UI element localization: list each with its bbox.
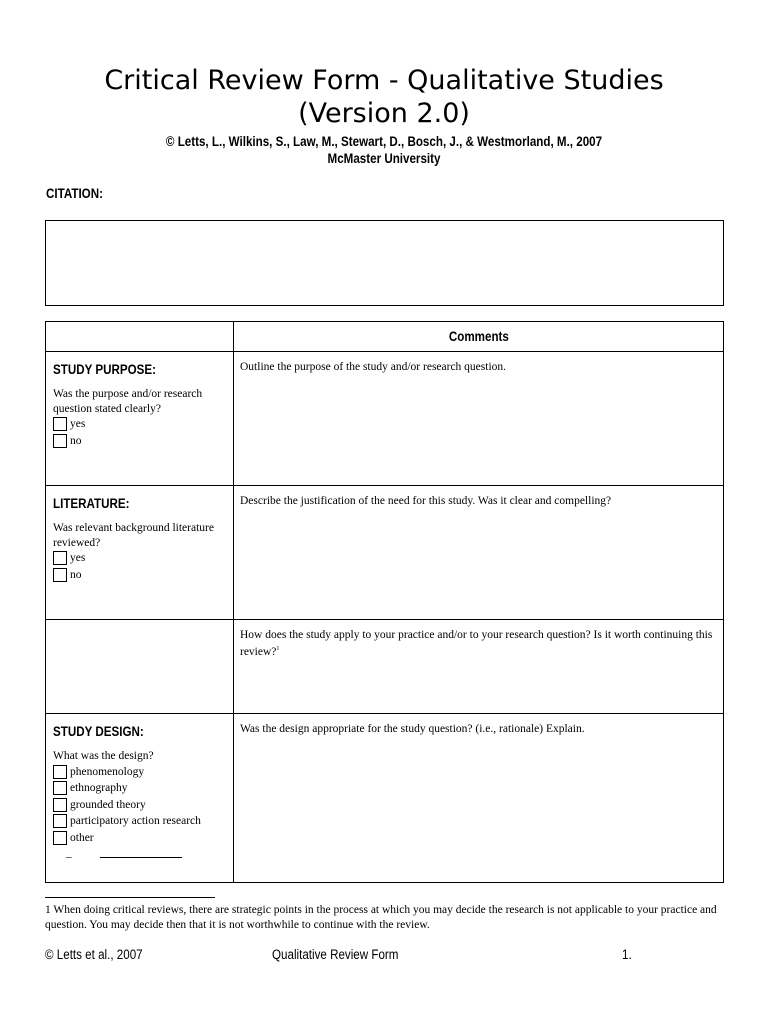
literature-question: Was relevant background literature reviewed?	[53, 522, 214, 549]
study-design-question: What was the design?	[53, 750, 154, 762]
checkbox[interactable]	[53, 417, 67, 431]
study-design-heading: STUDY DESIGN:	[53, 724, 144, 739]
checkbox[interactable]	[53, 568, 67, 582]
table-row	[46, 714, 724, 883]
checkbox[interactable]	[53, 765, 67, 779]
footnote-ref: 1	[276, 646, 280, 652]
checkbox-option[interactable]: no	[53, 433, 227, 450]
study-design-prompt: Was the design appropriate for the study question? (i.e., rationale) Explain.	[240, 723, 585, 735]
authors-block	[54, 133, 714, 167]
study-purpose-question: Was the purpose and/or research question stated clearly?	[53, 388, 203, 415]
literature-cell	[46, 486, 234, 620]
footer-page-number: 1.	[622, 947, 632, 962]
literature-comment-cell[interactable]	[234, 486, 724, 620]
study-design-comment-cell[interactable]	[234, 714, 724, 883]
applicability-prompt: How does the study apply to your practice and/or to your research question? Is it worth continuing this review?$^1$	[240, 629, 713, 658]
study-purpose-cell	[46, 352, 234, 486]
footer-copyright: © Letts et al., 2007	[45, 947, 143, 962]
checkbox-option[interactable]: ethnography	[53, 780, 227, 797]
document-title	[0, 64, 768, 130]
comments-header: Comments	[234, 322, 724, 352]
header-empty-cell	[46, 322, 234, 352]
study-purpose-heading: STUDY PURPOSE:	[53, 362, 157, 377]
checkbox-option[interactable]: grounded theory	[53, 797, 227, 814]
literature-heading: LITERATURE:	[53, 496, 130, 511]
footnote-divider	[45, 897, 215, 898]
institution-line: McMaster University	[327, 151, 441, 166]
review-table	[45, 321, 724, 883]
checkbox[interactable]	[53, 814, 67, 828]
checkbox[interactable]	[53, 551, 67, 565]
citation-box[interactable]	[45, 220, 724, 306]
study-purpose-comment-cell[interactable]	[234, 352, 724, 486]
study-design-cell	[46, 714, 234, 883]
footnote: 1 When doing critical reviews, there are strategic points in the process at which you may decide the research is not applicable to your practice and question. You may decide then that it is not worthwhile to continue with the review.	[45, 904, 717, 931]
literature-prompt: Describe the justification of the need for this study. Was it clear and compelling?	[240, 495, 612, 507]
title-line-1: Critical Review Form - Qualitative Studies	[104, 65, 664, 96]
applicability-empty-cell	[46, 620, 234, 714]
footer-form-name: Qualitative Review Form	[272, 947, 399, 962]
checkbox[interactable]	[53, 831, 67, 845]
checkbox[interactable]	[53, 798, 67, 812]
checkbox-option[interactable]: no	[53, 567, 227, 584]
checkbox[interactable]	[53, 781, 67, 795]
other-specify-line[interactable]: –	[53, 851, 227, 863]
checkbox-option[interactable]: yes	[53, 416, 227, 433]
applicability-comment-cell[interactable]	[234, 620, 724, 714]
table-row	[46, 620, 724, 714]
study-purpose-prompt: Outline the purpose of the study and/or research question.	[240, 361, 507, 373]
blank-underline	[100, 857, 182, 858]
table-row	[46, 486, 724, 620]
table-header-row	[46, 322, 724, 352]
checkbox-option[interactable]: other	[53, 830, 227, 847]
citation-label: CITATION:	[46, 186, 103, 201]
checkbox[interactable]	[53, 434, 67, 448]
checkbox-option[interactable]: participatory action research	[53, 813, 227, 830]
table-row	[46, 352, 724, 486]
title-line-2: (Version 2.0)	[298, 98, 470, 129]
checkbox-option[interactable]: yes	[53, 550, 227, 567]
authors-line: © Letts, L., Wilkins, S., Law, M., Stewart, D., Bosch, J., & Westmorland, M., 2007	[165, 134, 603, 149]
checkbox-option[interactable]: phenomenology	[53, 764, 227, 781]
